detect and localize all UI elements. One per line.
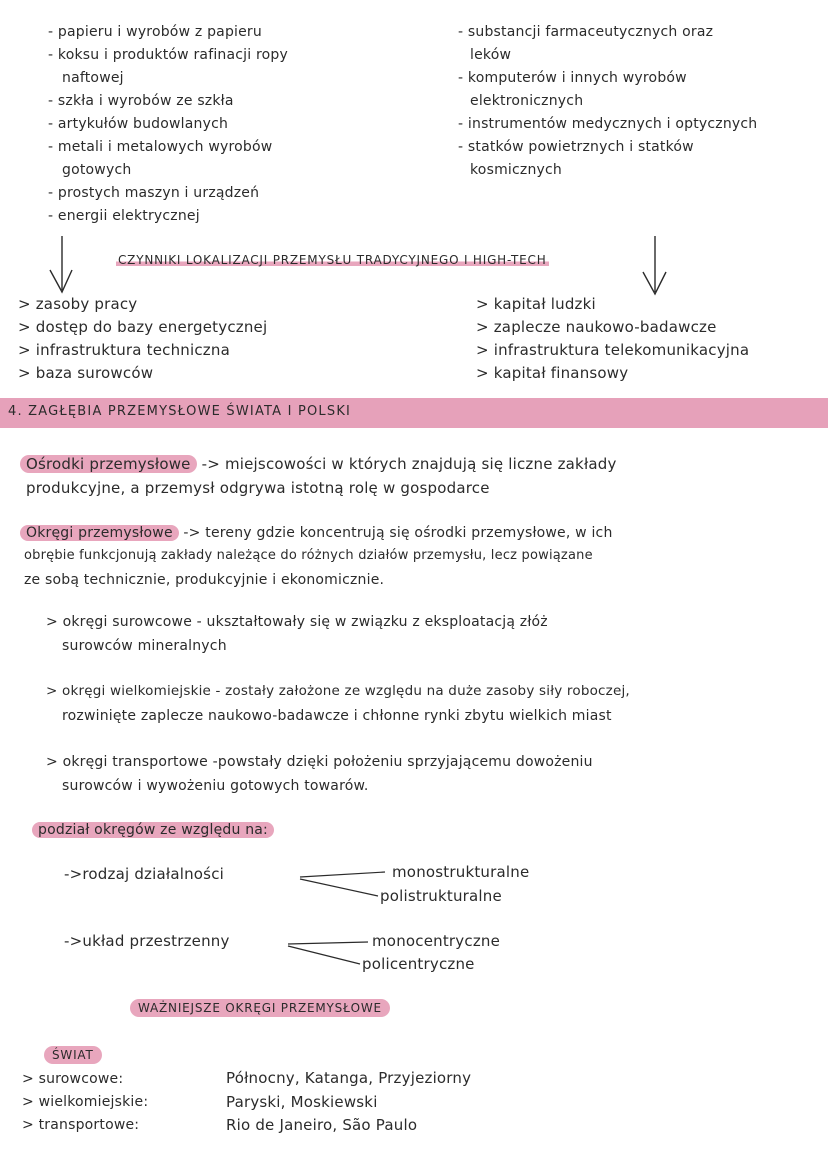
- world-label: [44, 1049, 102, 1063]
- type-item-line: rozwinięte zaplecze naukowo-badawcze i chłonne rynki zbytu wielkich miast: [62, 708, 612, 724]
- left-list-item: - metali i metalowych wyrobów: [48, 139, 273, 155]
- branch-line-poli-centr: [288, 946, 360, 964]
- right-list-item: leków: [470, 47, 512, 63]
- hightech-factor: > infrastruktura telekomunikacyjna: [476, 341, 750, 359]
- okregi-definition: [20, 525, 613, 541]
- important-heading-text: WAŻNIEJSZE OKRĘGI PRZEMYSŁOWE: [130, 999, 390, 1017]
- okregi-arrow: ->: [183, 525, 201, 541]
- right-list-item: kosmicznych: [470, 162, 562, 178]
- criterion-label: ->rodzaj działalności: [64, 865, 225, 883]
- osrodki-text-2: produkcyjne, a przemysł odgrywa istotną rolę w gospodarce: [26, 479, 490, 497]
- section-band: [0, 398, 828, 428]
- criterion-label: ->układ przestrzenny: [64, 932, 230, 950]
- important-row-value: Północny, Katanga, Przyjeziorny: [226, 1069, 472, 1087]
- traditional-factor: > zasoby pracy: [18, 295, 138, 313]
- hightech-factor: > kapitał finansowy: [476, 364, 629, 382]
- left-list-item: - prostych maszyn i urządzeń: [48, 185, 260, 201]
- criterion-option: polistrukturalne: [380, 887, 502, 905]
- right-list-item: - instrumentów medycznych i optycznych: [458, 116, 758, 132]
- left-list-item: - energii elektrycznej: [48, 208, 200, 224]
- division-title: [32, 822, 274, 838]
- type-item-line: surowców i wywożeniu gotowych towarów.: [62, 778, 369, 794]
- branch-line-mono-struct: [300, 872, 385, 877]
- hightech-factor: > zaplecze naukowo-badawcze: [476, 318, 717, 336]
- criterion-option: policentryczne: [362, 955, 475, 973]
- important-heading: [130, 1002, 390, 1016]
- left-list-item: gotowych: [62, 162, 132, 178]
- right-list-item: - substancji farmaceutycznych oraz: [458, 24, 714, 40]
- osrodki-term: Ośrodki przemysłowe: [20, 455, 197, 473]
- world-label-text: ŚWIAT: [44, 1046, 102, 1064]
- osrodki-text-1: miejscowości w których znajdują się liczne zakłady: [224, 455, 617, 473]
- left-list-item: - koksu i produktów rafinacji ropy: [48, 47, 288, 63]
- type-item-line: > okręgi transportowe -powstały dzięki położeniu sprzyjającemu dowożeniu: [46, 754, 593, 770]
- important-row-value: Paryski, Moskiewski: [226, 1093, 378, 1111]
- right-list-item: elektronicznych: [470, 93, 584, 109]
- branch-line-mono-centr: [288, 942, 368, 944]
- okregi-text-3: ze sobą technicznie, produkcyjnie i ekonomicznie.: [24, 572, 385, 588]
- division-title-text: podział okręgów ze względu na:: [32, 822, 274, 838]
- important-row-label: > wielkomiejskie:: [22, 1094, 149, 1110]
- important-row-value: Rio de Janeiro, São Paulo: [226, 1116, 418, 1134]
- traditional-factor: > infrastruktura techniczna: [18, 341, 230, 359]
- type-item-line: > okręgi surowcowe - ukształtowały się w związku z eksploatacją złóż: [46, 614, 548, 630]
- type-item-line: > okręgi wielkomiejskie - zostały założone ze względu na duże zasoby siły roboczej,: [46, 683, 630, 699]
- traditional-factor: > dostęp do bazy energetycznej: [18, 318, 268, 336]
- right-list-item: - komputerów i innych wyrobów: [458, 70, 687, 86]
- osrodki-arrow: ->: [201, 455, 220, 473]
- right-list-item: - statków powietrznych i statków: [458, 139, 694, 155]
- hightech-factor: > kapitał ludzki: [476, 295, 596, 313]
- left-list-item: - szkła i wyrobów ze szkła: [48, 93, 234, 109]
- criterion-option: monocentryczne: [372, 932, 501, 950]
- important-row-label: > transportowe:: [22, 1117, 140, 1133]
- okregi-text-2: obrębie funkcjonują zakłady należące do różnych działów przemysłu, lecz powiązane: [24, 548, 593, 563]
- left-list-item: - papieru i wyrobów z papieru: [48, 24, 262, 40]
- criterion-option: monostrukturalne: [392, 863, 530, 881]
- osrodki-definition: [20, 456, 617, 473]
- type-item-line: surowców mineralnych: [62, 638, 227, 654]
- factors-heading: CZYNNIKI LOKALIZACJI PRZEMYSŁU TRADYCYJNEGO I HIGH-TECH: [118, 253, 547, 267]
- left-list-item: naftowej: [62, 70, 124, 86]
- left-down-arrow-head: [50, 270, 72, 292]
- okregi-text-1: tereny gdzie koncentrują się ośrodki przemysłowe, w ich: [205, 525, 613, 541]
- branch-line-poli-struct: [300, 879, 378, 896]
- important-row-label: > surowcowe:: [22, 1071, 124, 1087]
- traditional-factor: > baza surowców: [18, 364, 154, 382]
- okregi-term: Okręgi przemysłowe: [20, 525, 179, 541]
- left-list-item: - artykułów budowlanych: [48, 116, 229, 132]
- section-title: 4. ZAGŁĘBIA PRZEMYSŁOWE ŚWIATA I POLSKI: [8, 404, 352, 419]
